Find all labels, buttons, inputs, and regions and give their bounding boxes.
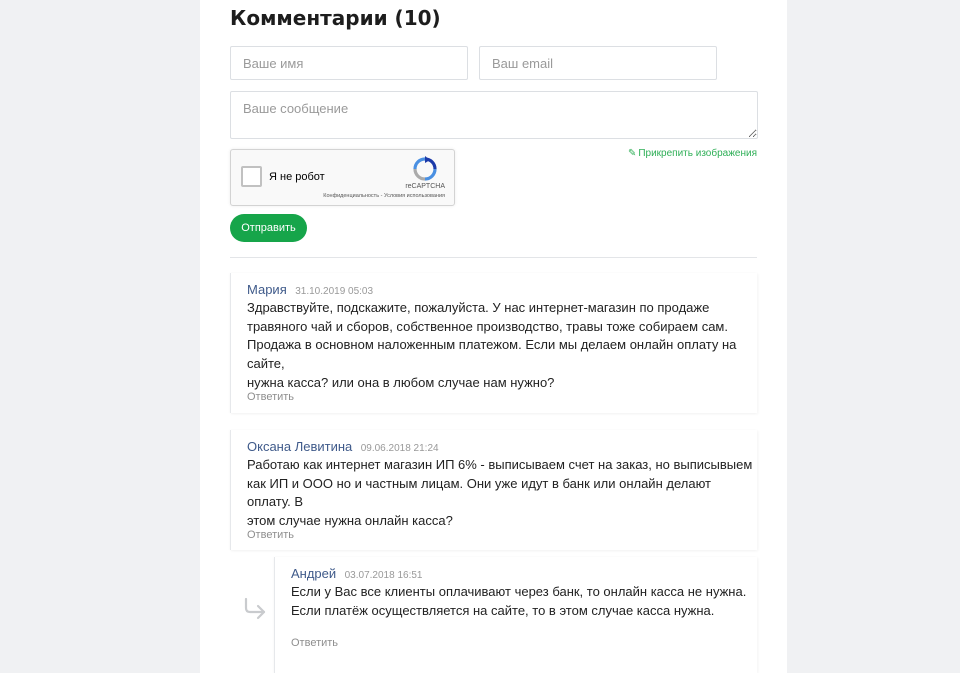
comment-item xyxy=(230,430,757,550)
comment-line: как ИП и ООО но и частным лицам. Они уже идут в банк или онлайн делают оплату. В xyxy=(247,475,711,510)
comment-line: Продажа в основном наложенным платежом. Если мы делаем онлайн оплату на сайте, xyxy=(247,337,737,372)
captcha-label: Я не робот xyxy=(269,171,325,183)
comment-header xyxy=(291,565,422,583)
comment-item xyxy=(230,273,757,413)
comment-date: 31.10.2019 05:03 xyxy=(295,286,374,297)
comment-line: Если у Вас все клиенты оплачивают через банк, то онлайн касса не нужна. xyxy=(291,584,747,599)
message-textarea[interactable] xyxy=(230,91,758,139)
captcha-links[interactable]: Конфиденциальность - Условия использования xyxy=(323,193,445,199)
comments-panel xyxy=(200,0,787,673)
paperclip-icon: ✎ xyxy=(627,148,637,159)
comment-author[interactable]: Оксана Левитина xyxy=(247,439,353,454)
comment-header xyxy=(247,438,439,456)
comment-author[interactable]: Андрей xyxy=(291,566,337,581)
recaptcha-logo-icon xyxy=(412,156,438,182)
attach-images-link[interactable] xyxy=(628,148,757,159)
comment-header xyxy=(247,281,373,299)
recaptcha-widget xyxy=(230,149,455,206)
comment-line: травяного чай и сборов, собственное производство, травы тоже собираем сам. xyxy=(247,318,728,334)
attach-images-label: Прикрепить изображения xyxy=(638,148,757,159)
reply-button[interactable]: Ответить xyxy=(247,529,295,541)
reply-button[interactable]: Ответить xyxy=(247,391,295,403)
comment-line: Здравствуйте, подскажите, пожалуйста. У нас интернет-магазин по продаже xyxy=(247,300,710,315)
captcha-checkbox[interactable] xyxy=(241,166,262,187)
captcha-brand: reCAPTCHA xyxy=(405,183,445,190)
comment-line: Работаю как интернет магазин ИП 6% - выписываем счет на заказ, но выписывыем xyxy=(247,457,753,472)
comment-text xyxy=(291,583,746,620)
reply-button[interactable]: Ответить xyxy=(291,637,339,649)
comment-date: 03.07.2018 16:51 xyxy=(344,570,423,581)
comment-item-reply xyxy=(274,557,757,673)
submit-button[interactable]: Отправить xyxy=(230,214,307,242)
page-title: Комментарии (10) xyxy=(230,6,441,30)
comment-author[interactable]: Мария xyxy=(247,282,287,297)
comment-line: нужна касса? или она в любом случае нам нужно? xyxy=(247,374,555,390)
comment-line: Если платёж осуществляется на сайте, то в этом случае касса нужна. xyxy=(291,602,715,618)
comment-text xyxy=(247,456,757,531)
name-input[interactable] xyxy=(230,46,468,80)
reply-arrow-icon xyxy=(242,596,268,622)
divider xyxy=(230,257,757,258)
email-input[interactable] xyxy=(479,46,717,80)
comment-text xyxy=(247,299,757,393)
comment-line: этом случае нужна онлайн касса? xyxy=(247,513,453,529)
comment-date: 09.06.2018 21:24 xyxy=(360,443,439,454)
